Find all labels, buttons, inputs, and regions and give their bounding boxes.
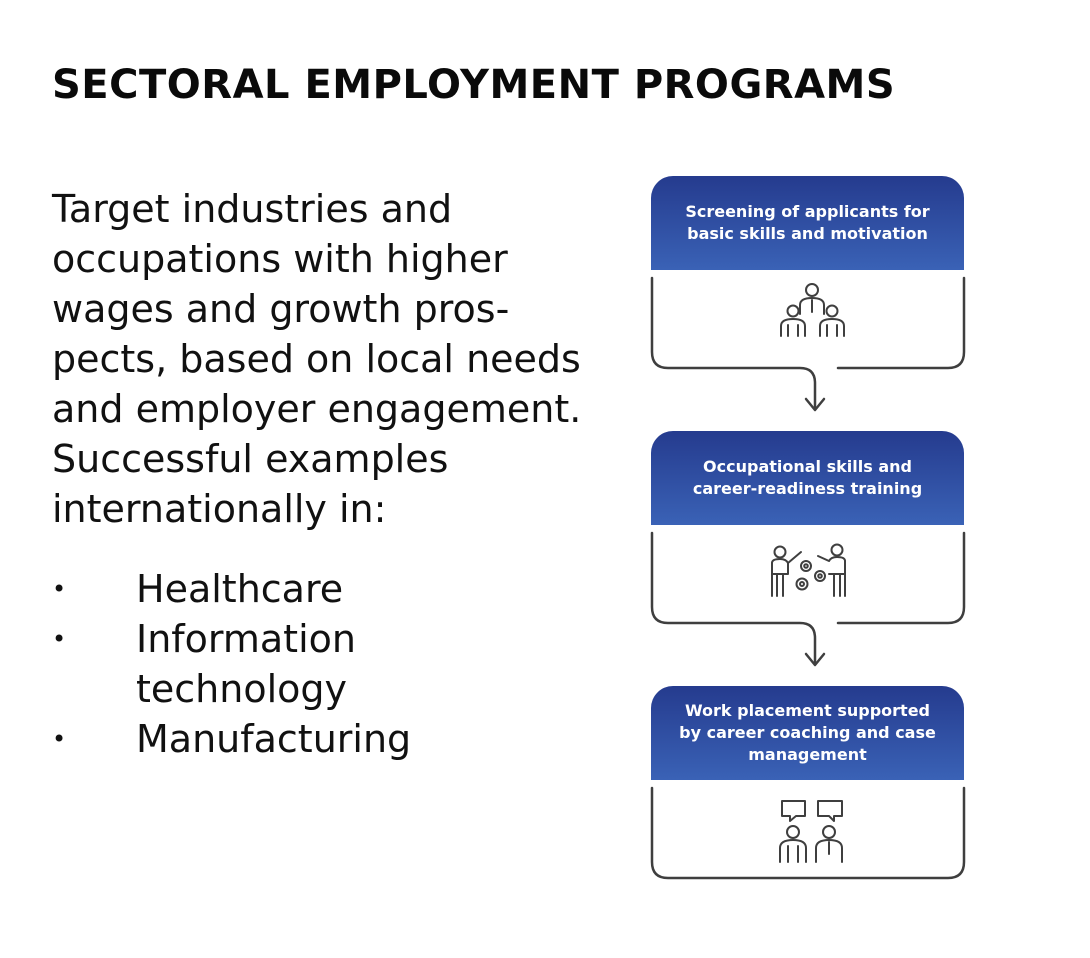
step-3-outline (652, 788, 964, 878)
list-item-label: Healthcare (136, 567, 344, 611)
step-1-label: basic skills and motivation (687, 224, 928, 243)
step-1-outline (652, 278, 815, 408)
list-item-label: Manufacturing (136, 717, 412, 761)
step-2-outline (838, 533, 964, 623)
step-3-label: by career coaching and case (679, 723, 936, 742)
step-3-label: Work placement supported (684, 701, 930, 720)
step-2-label: Occupational skills and (703, 457, 912, 476)
training-gears-icon (772, 545, 845, 597)
bullet-icon: • (52, 575, 67, 603)
description-line: occupations with higher (52, 237, 508, 281)
step-3-label: management (748, 745, 867, 764)
team-icon (781, 284, 844, 336)
description-line: wages and growth pros- (52, 287, 510, 331)
description-line: internationally in: (52, 487, 387, 531)
step-1-outline (838, 278, 964, 368)
list-item-label: technology (136, 667, 348, 711)
list-item-label: Information (136, 617, 356, 661)
step-2-label: career-readiness training (692, 479, 923, 498)
description-line: Target industries and (52, 187, 453, 231)
step-1-label: Screening of applicants for (685, 202, 930, 221)
page-title: SECTORAL EMPLOYMENT PROGRAMS (52, 62, 896, 108)
bullet-icon: • (52, 625, 67, 653)
bullet-icon: • (52, 725, 67, 753)
description-line: Successful examples (52, 437, 449, 481)
coaching-conversation-icon (780, 801, 842, 862)
step-2-outline (652, 533, 815, 663)
description-line: and employer engagement. (52, 387, 582, 431)
description-line: pects, based on local needs (52, 337, 581, 381)
